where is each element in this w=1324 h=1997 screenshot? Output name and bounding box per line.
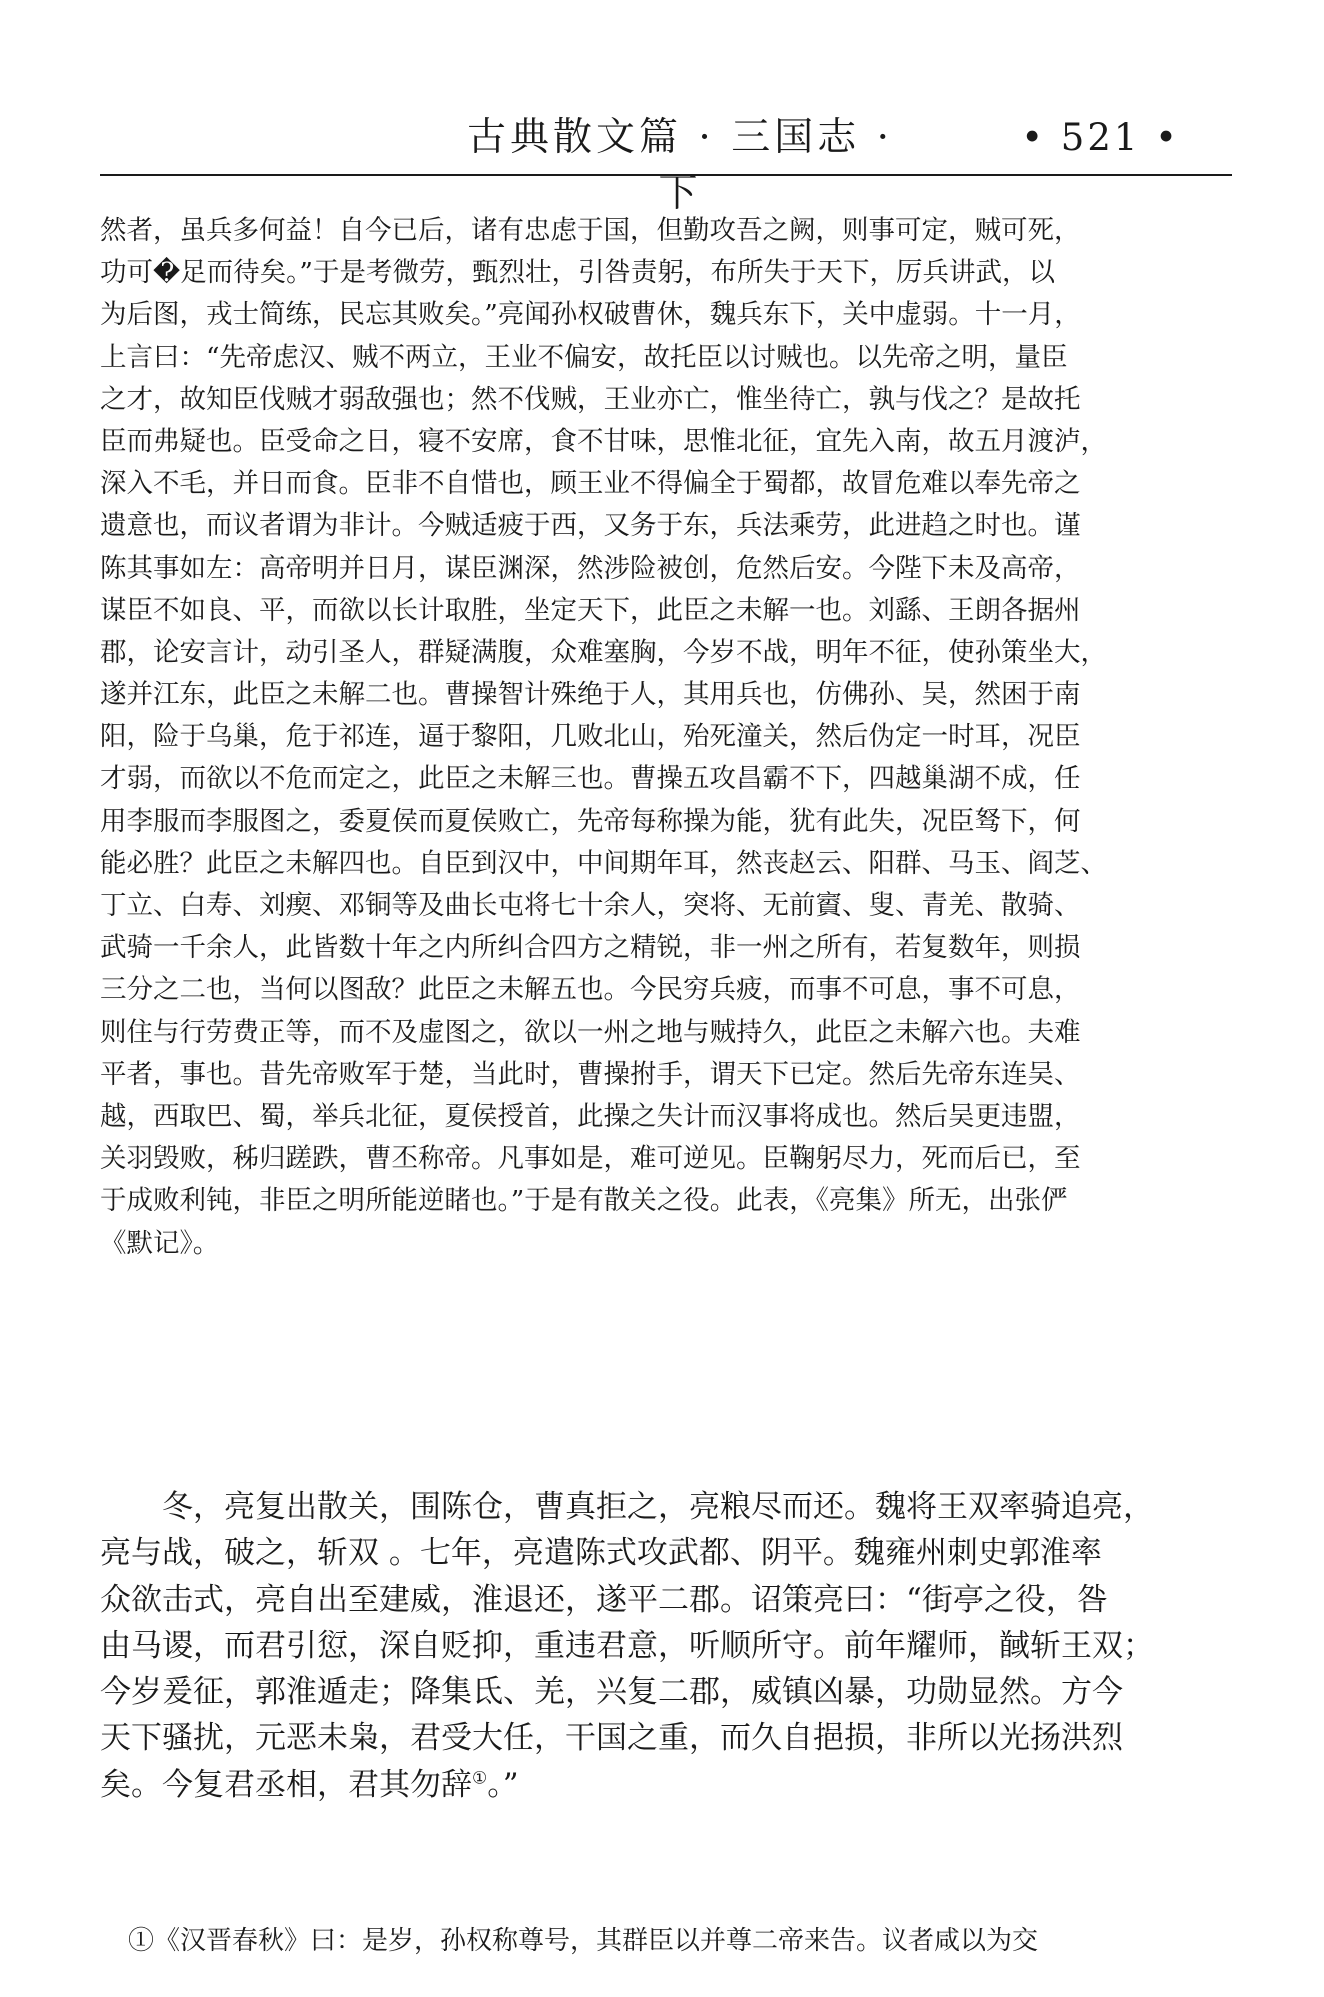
commentary-line: 《默记》。 xyxy=(100,1227,220,1259)
commentary-block xyxy=(100,210,1232,1265)
commentary-line: 武骑一千余人，此皆数十年之内所纠合四方之精锐，非一州之所有，若复数年，则损 xyxy=(100,932,1081,964)
page-number: • 521 • xyxy=(1021,116,1180,159)
running-header xyxy=(100,110,1232,216)
commentary-line: 然者，虽兵多何益！自今已后，诸有忠虑于国，但勤攻吾之阙，则事可定，贼可死， xyxy=(100,215,1081,246)
commentary-line: 功可�足而待矣。”于是考微劳，甄烈壮，引咎责躬，布所失于天下，厉兵讲武，以 xyxy=(100,257,1055,289)
commentary-line: 才弱，而欲以不危而定之，此臣之未解三也。曹操五攻昌霸不下，四越巢湖不成，任 xyxy=(100,763,1081,795)
commentary-line: 郡，论安言计，动引圣人，群疑满腹，众难塞胸，今岁不战，明年不征，使孙策坐大， xyxy=(100,636,1107,668)
commentary-line: 臣而弗疑也。臣受命之日，寝不安席，食不甘味，思惟北征，宜先入南，故五月渡泸， xyxy=(100,425,1107,457)
main-text-line-tail: 。” xyxy=(487,1766,519,1803)
footnote-ref: ① xyxy=(472,1768,488,1789)
main-text-line-head: 矣。今复君丞相，君其勿辞 xyxy=(100,1766,472,1803)
commentary-line: 能必胜？此臣之未解四也。自臣到汉中，中间期年耳，然丧赵云、阳群、马玉、阎芝、 xyxy=(100,847,1107,879)
commentary-line: 深入不毛，并日而食。臣非不自惜也，顾王业不得偏全于蜀都，故冒危难以奉先帝之 xyxy=(100,468,1081,500)
commentary-line: 于成败利钝，非臣之明所能逆睹也。”于是有散关之役。此表，《亮集》所无，出张俨 xyxy=(100,1185,1068,1217)
commentary-line: 之才，故知臣伐贼才弱敌强也；然不伐贼，王业亦亡，惟坐待亡，孰与伐之？是故托 xyxy=(100,383,1081,415)
main-text-line: 今岁爰征，郭淮遁走；降集氐、羌，兴复二郡，威镇凶暴，功勋显然。方今 xyxy=(100,1674,1123,1711)
commentary-line: 平者，事也。昔先帝败军于楚，当此时，曹操拊手，谓天下已定。然后先帝东连吴、 xyxy=(100,1058,1081,1090)
commentary-line: 上言曰：“先帝虑汉、贼不两立，王业不偏安，故托臣以讨贼也。以先帝之明，量臣 xyxy=(100,341,1068,373)
main-text-line: 由马谡，而君引愆，深自贬抑，重违君意，听顺所守。前年耀师，馘斩王双； xyxy=(100,1627,1154,1664)
commentary-line: 关羽毁败，秭归蹉跌，曹丕称帝。凡事如是，难可逆见。臣鞠躬尽力，死而后已，至 xyxy=(100,1143,1081,1175)
commentary-line: 谋臣不如良、平，而欲以长计取胜，坐定天下，此臣之未解一也。刘繇、王朗各据州 xyxy=(100,594,1081,626)
commentary-line: 越，西取巴、蜀，举兵北征，夏侯授首，此操之失计而汉事将成也。然后吴更违盟， xyxy=(100,1100,1081,1132)
commentary-line: 为后图，戎士简练，民忘其败矣。”亮闻孙权破曹休，魏兵东下，关中虚弱。十一月， xyxy=(100,299,1081,331)
commentary-line: 阳，险于乌巢，危于祁连，逼于黎阳，几败北山，殆死潼关，然后伪定一时耳，况臣 xyxy=(100,721,1081,753)
main-text-line: 众欲击式，亮自出至建威，淮退还，遂平二郡。诏策亮曰：“街亭之役，咎 xyxy=(100,1581,1108,1618)
header-title: 古典散文篇 · 三国志 · 下 xyxy=(467,115,893,216)
commentary-line: 丁立、白寿、刘瘈、邓铜等及曲长屯将七十余人，突将、无前賨、叟、青羌、散骑、 xyxy=(100,890,1081,921)
main-text-line-last xyxy=(100,1762,1232,1808)
commentary-line: 则住与行劳费正等，而不及虚图之，欲以一州之地与贼持久，此臣之未解六也。夫难 xyxy=(100,1016,1081,1048)
main-text-line: 冬，亮复出散关，围陈仓，曹真拒之，亮粮尽而还。魏将王双率骑追亮， xyxy=(100,1489,1154,1525)
main-text-block xyxy=(100,1484,1232,1808)
main-text-line: 天下骚扰，元恶未枭，君受大任，干国之重，而久自挹损，非所以光扬洪烈 xyxy=(100,1720,1123,1757)
commentary-line: 三分之二也，当何以图敌？此臣之未解五也。今民穷兵疲，而事不可息，事不可息， xyxy=(100,974,1081,1006)
commentary-line: 遗意也，而议者谓为非计。今贼适疲于西，又务于东，兵法乘劳，此进趋之时也。谨 xyxy=(100,510,1081,542)
commentary-line: 用李服而李服图之，委夏侯而夏侯败亡，先帝每称操为能，犹有此失，况臣驽下，何 xyxy=(100,805,1081,837)
commentary-line: 陈其事如左：高帝明并日月，谋臣渊深，然涉险被创，危然后安。今陛下未及高帝， xyxy=(100,552,1081,584)
main-text-line: 亮与战，破之，斩双 。七年，亮遣陈式攻武都、阴平。魏雍州刺史郭淮率 xyxy=(100,1535,1102,1572)
footnote: ①《汉晋春秋》曰：是岁，孙权称尊号，其群臣以并尊二帝来告。议者咸以为交 xyxy=(128,1926,1039,1956)
commentary-line: 遂并江东，此臣之未解二也。曹操智计殊绝于人，其用兵也，仿佛孙、吴，然困于南 xyxy=(100,679,1081,711)
